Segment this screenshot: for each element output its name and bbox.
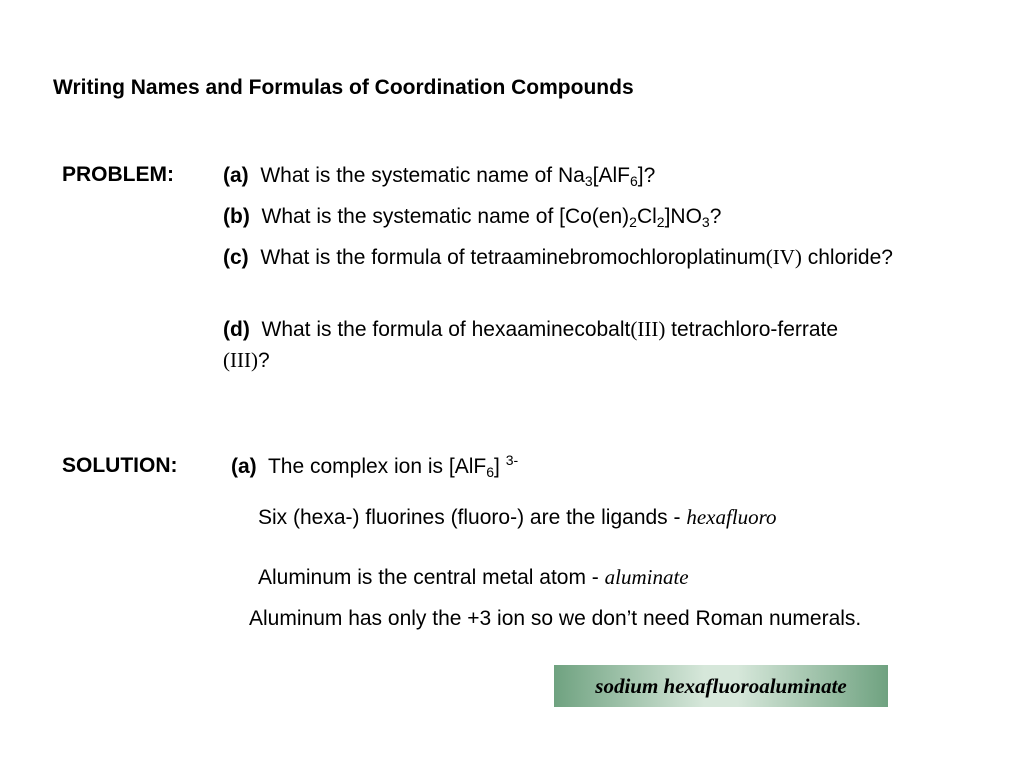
problem-d-marker: (d) xyxy=(223,318,250,341)
problem-c xyxy=(223,242,943,273)
slide-title: Writing Names and Formulas of Coordination Compounds xyxy=(53,76,634,99)
solution-a-text: The complex ion is [AlF xyxy=(267,455,487,478)
problem-a-sub2: 6 xyxy=(629,173,638,189)
problem-c-end: chloride? xyxy=(807,246,893,269)
problem-b-sub2: 2 xyxy=(656,214,665,230)
problem-d xyxy=(223,314,838,345)
problem-d-line2 xyxy=(223,345,270,376)
ligands-text: Six (hexa-) fluorines (fluoro-) are the ligands - xyxy=(258,506,687,529)
problem-a-text: What is the systematic name of Na xyxy=(260,164,585,187)
problem-b-sub3: 3 xyxy=(701,214,710,230)
problem-c-marker: (c) xyxy=(223,246,249,269)
problem-b-mid2: ]NO xyxy=(664,205,702,228)
problem-d-text: What is the formula of hexaaminecobalt xyxy=(261,318,631,341)
problem-b-sub1: 2 xyxy=(629,214,637,230)
problem-d-roman1: (III) xyxy=(630,317,666,341)
solution-a-sub: 6 xyxy=(486,464,495,480)
solution-line-metal xyxy=(258,562,689,593)
problem-a xyxy=(223,160,655,191)
problem-a-marker: (a) xyxy=(223,164,249,187)
solution-a-marker: (a) xyxy=(231,455,257,478)
problem-b-text: What is the systematic name of [Co(en) xyxy=(261,205,630,228)
problem-b-end: ? xyxy=(709,205,722,228)
problem-a-mid: [AlF xyxy=(592,164,630,187)
answer-text: sodium hexafluoroaluminate xyxy=(595,673,847,698)
problem-a-sub1: 3 xyxy=(584,173,593,189)
solution-a-charge: 3- xyxy=(505,452,519,468)
problem-b-marker: (b) xyxy=(223,205,250,228)
problem-d-roman2: (III) xyxy=(223,348,258,372)
problem-c-roman: (IV) xyxy=(765,245,802,269)
problem-d-mid: tetrachloro-ferrate xyxy=(665,318,839,341)
solution-label: SOLUTION: xyxy=(62,454,178,477)
metal-text: Aluminum is the central metal atom - xyxy=(258,566,605,589)
ligands-term: hexafluoro xyxy=(686,505,777,529)
problem-b-mid1: Cl xyxy=(636,205,657,228)
problem-a-end: ]? xyxy=(637,164,656,187)
problem-c-text: What is the formula of tetraaminebromochloroplatinum xyxy=(260,246,766,269)
problem-b xyxy=(223,201,721,232)
answer-box xyxy=(554,665,888,707)
solution-line-ligands xyxy=(258,502,777,533)
problem-d-end: ? xyxy=(257,349,270,372)
metal-term: aluminate xyxy=(604,565,689,589)
solution-line-roman: Aluminum has only the +3 ion so we don’t need Roman numerals. xyxy=(249,607,862,630)
problem-label: PROBLEM: xyxy=(62,163,174,186)
solution-a xyxy=(231,451,518,482)
solution-a-close: ] xyxy=(494,455,500,478)
